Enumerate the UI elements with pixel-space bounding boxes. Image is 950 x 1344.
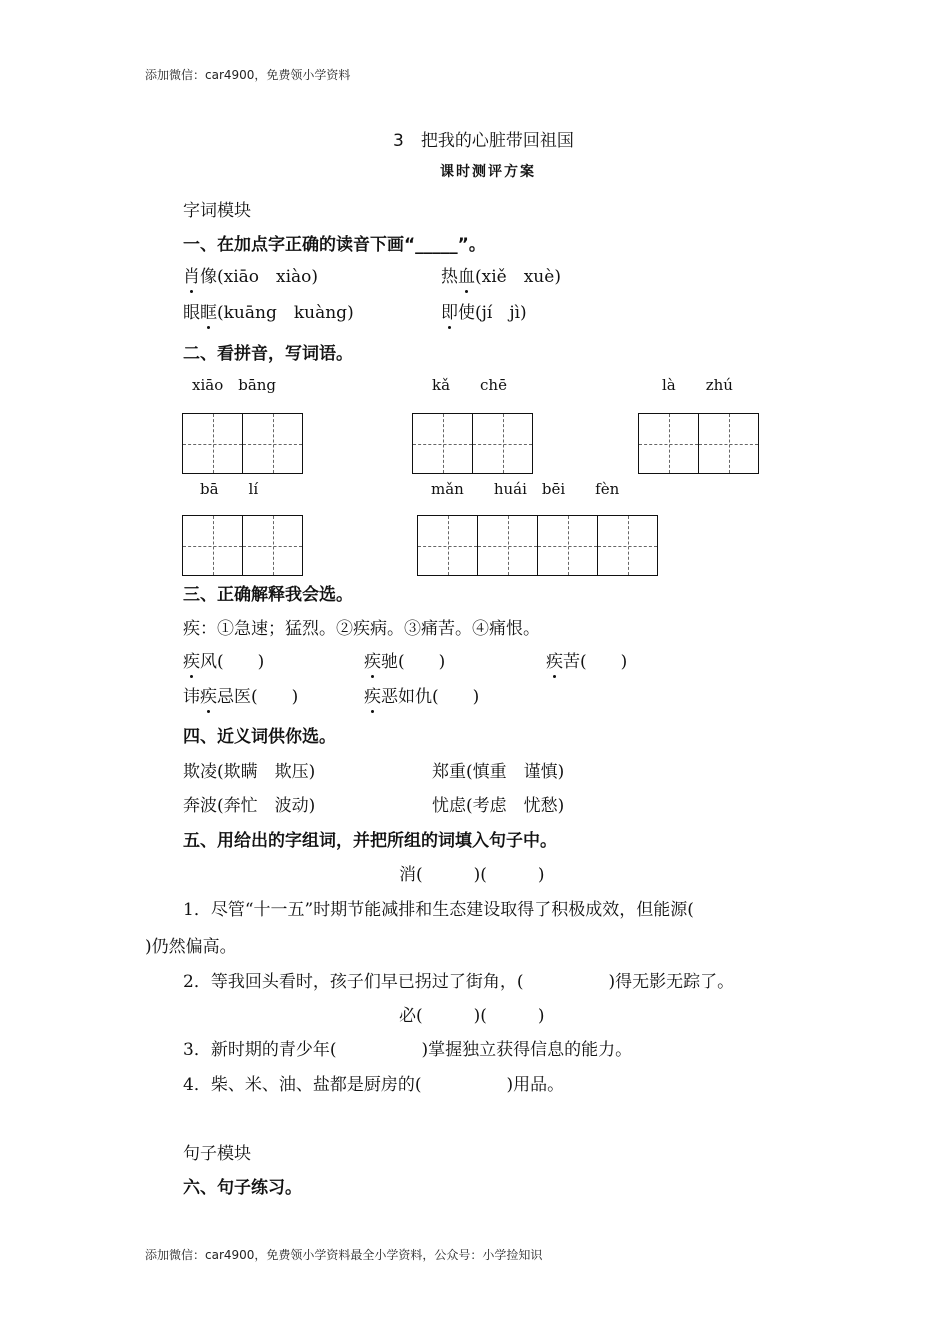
lesson-title: 3 把我的心脏带回祖国 xyxy=(393,131,574,151)
watermark-top: 添加微信：car4900，免费领小学资料 xyxy=(145,68,351,82)
grid-cell[interactable] xyxy=(472,413,533,474)
dotted-char: 疾 xyxy=(200,682,217,707)
grid-cell[interactable] xyxy=(477,515,538,576)
pinyin-2: kǎ chē xyxy=(432,376,507,394)
writing-grid-1[interactable] xyxy=(182,413,302,474)
dotted-char: 血 xyxy=(458,262,475,287)
q3-definition: 疾：①急速；猛烈。②疾病。③痛苦。④痛恨。 xyxy=(183,619,540,639)
grid-cell[interactable] xyxy=(182,413,243,474)
subtitle: 课时测评方案 xyxy=(440,164,536,180)
dotted-char: 疾 xyxy=(364,682,381,707)
writing-grid-2[interactable] xyxy=(412,413,532,474)
q5-heading: 五、用给出的字组词，并把所组的词填入句子中。 xyxy=(183,831,557,851)
grid-cell[interactable] xyxy=(597,515,658,576)
writing-grid-5[interactable] xyxy=(417,515,657,576)
grid-cell[interactable] xyxy=(242,515,303,576)
q5-sentence-3: 3．新时期的青少年( )掌握独立获得信息的能力。 xyxy=(183,1040,633,1060)
pinyin-5: mǎn huái bēi fèn xyxy=(431,480,620,498)
q3-item-4: 讳疾 忌医( ) xyxy=(183,682,298,707)
q2-heading: 二、看拼音，写词语。 xyxy=(183,344,353,364)
writing-grid-3[interactable] xyxy=(638,413,758,474)
grid-cell[interactable] xyxy=(412,413,473,474)
q4-heading: 四、近义词供你选。 xyxy=(183,727,336,747)
q3-item-5: 疾 恶如仇( ) xyxy=(364,682,479,707)
q6-heading: 六、句子练习。 xyxy=(183,1178,302,1198)
dotted-char: 眶 xyxy=(200,298,217,323)
dotted-char: 即 xyxy=(441,298,458,323)
q5-char-2: 必( )( ) xyxy=(399,1006,545,1026)
watermark-bottom: 添加微信：car4900，免费领小学资料最全小学资料，公众号：小学捡知识 xyxy=(145,1248,543,1262)
grid-cell[interactable] xyxy=(417,515,478,576)
q1-item-3: 眼眶 (kuāng kuàng) xyxy=(183,298,354,323)
module-sentence: 句子模块 xyxy=(183,1144,251,1164)
q4-item-2: 郑重(慎重 谨慎) xyxy=(432,762,565,782)
q5-sentence-1b: )仍然偏高。 xyxy=(145,937,237,957)
q1-item-1: 肖 像(xiāo xiào) xyxy=(183,262,318,287)
pinyin-1: xiāo bāng xyxy=(192,376,277,394)
q3-item-1: 疾 风( ) xyxy=(183,647,264,672)
q3-item-2: 疾 驰( ) xyxy=(364,647,445,672)
dotted-char: 疾 xyxy=(364,647,381,672)
writing-grid-4[interactable] xyxy=(182,515,302,576)
q1-item-4: 即 使(jí jì) xyxy=(441,298,527,323)
grid-cell[interactable] xyxy=(242,413,303,474)
pinyin-3: là zhú xyxy=(662,376,733,394)
pinyin-4: bā lí xyxy=(200,480,259,498)
q5-sentence-1a: 1．尽管“十一五”时期节能减排和生态建设取得了积极成效，但能源( xyxy=(183,900,694,920)
q4-item-4: 忧虑(考虑 忧愁) xyxy=(432,796,565,816)
q5-sentence-2: 2．等我回头看时，孩子们早已拐过了街角，( )得无影无踪了。 xyxy=(183,972,735,992)
q3-item-3: 疾 苦( ) xyxy=(546,647,627,672)
dotted-char: 疾 xyxy=(183,647,200,672)
dotted-char: 疾 xyxy=(546,647,563,672)
grid-cell[interactable] xyxy=(698,413,759,474)
q4-item-1: 欺凌(欺瞒 欺压) xyxy=(183,762,316,782)
dotted-char: 肖 xyxy=(183,262,200,287)
grid-cell[interactable] xyxy=(638,413,699,474)
module-word: 字词模块 xyxy=(183,201,251,221)
q3-heading: 三、正确解释我会选。 xyxy=(183,585,353,605)
q1-heading: 一、在加点字正确的读音下画“_____”。 xyxy=(183,235,486,255)
q5-sentence-4: 4．柴、米、油、盐都是厨房的( )用品。 xyxy=(183,1075,565,1095)
q1-item-2: 热血 (xiě xuè) xyxy=(441,262,561,287)
grid-cell[interactable] xyxy=(537,515,598,576)
q5-char-1: 消( )( ) xyxy=(399,865,545,885)
q4-item-3: 奔波(奔忙 波动) xyxy=(183,796,316,816)
grid-cell[interactable] xyxy=(182,515,243,576)
